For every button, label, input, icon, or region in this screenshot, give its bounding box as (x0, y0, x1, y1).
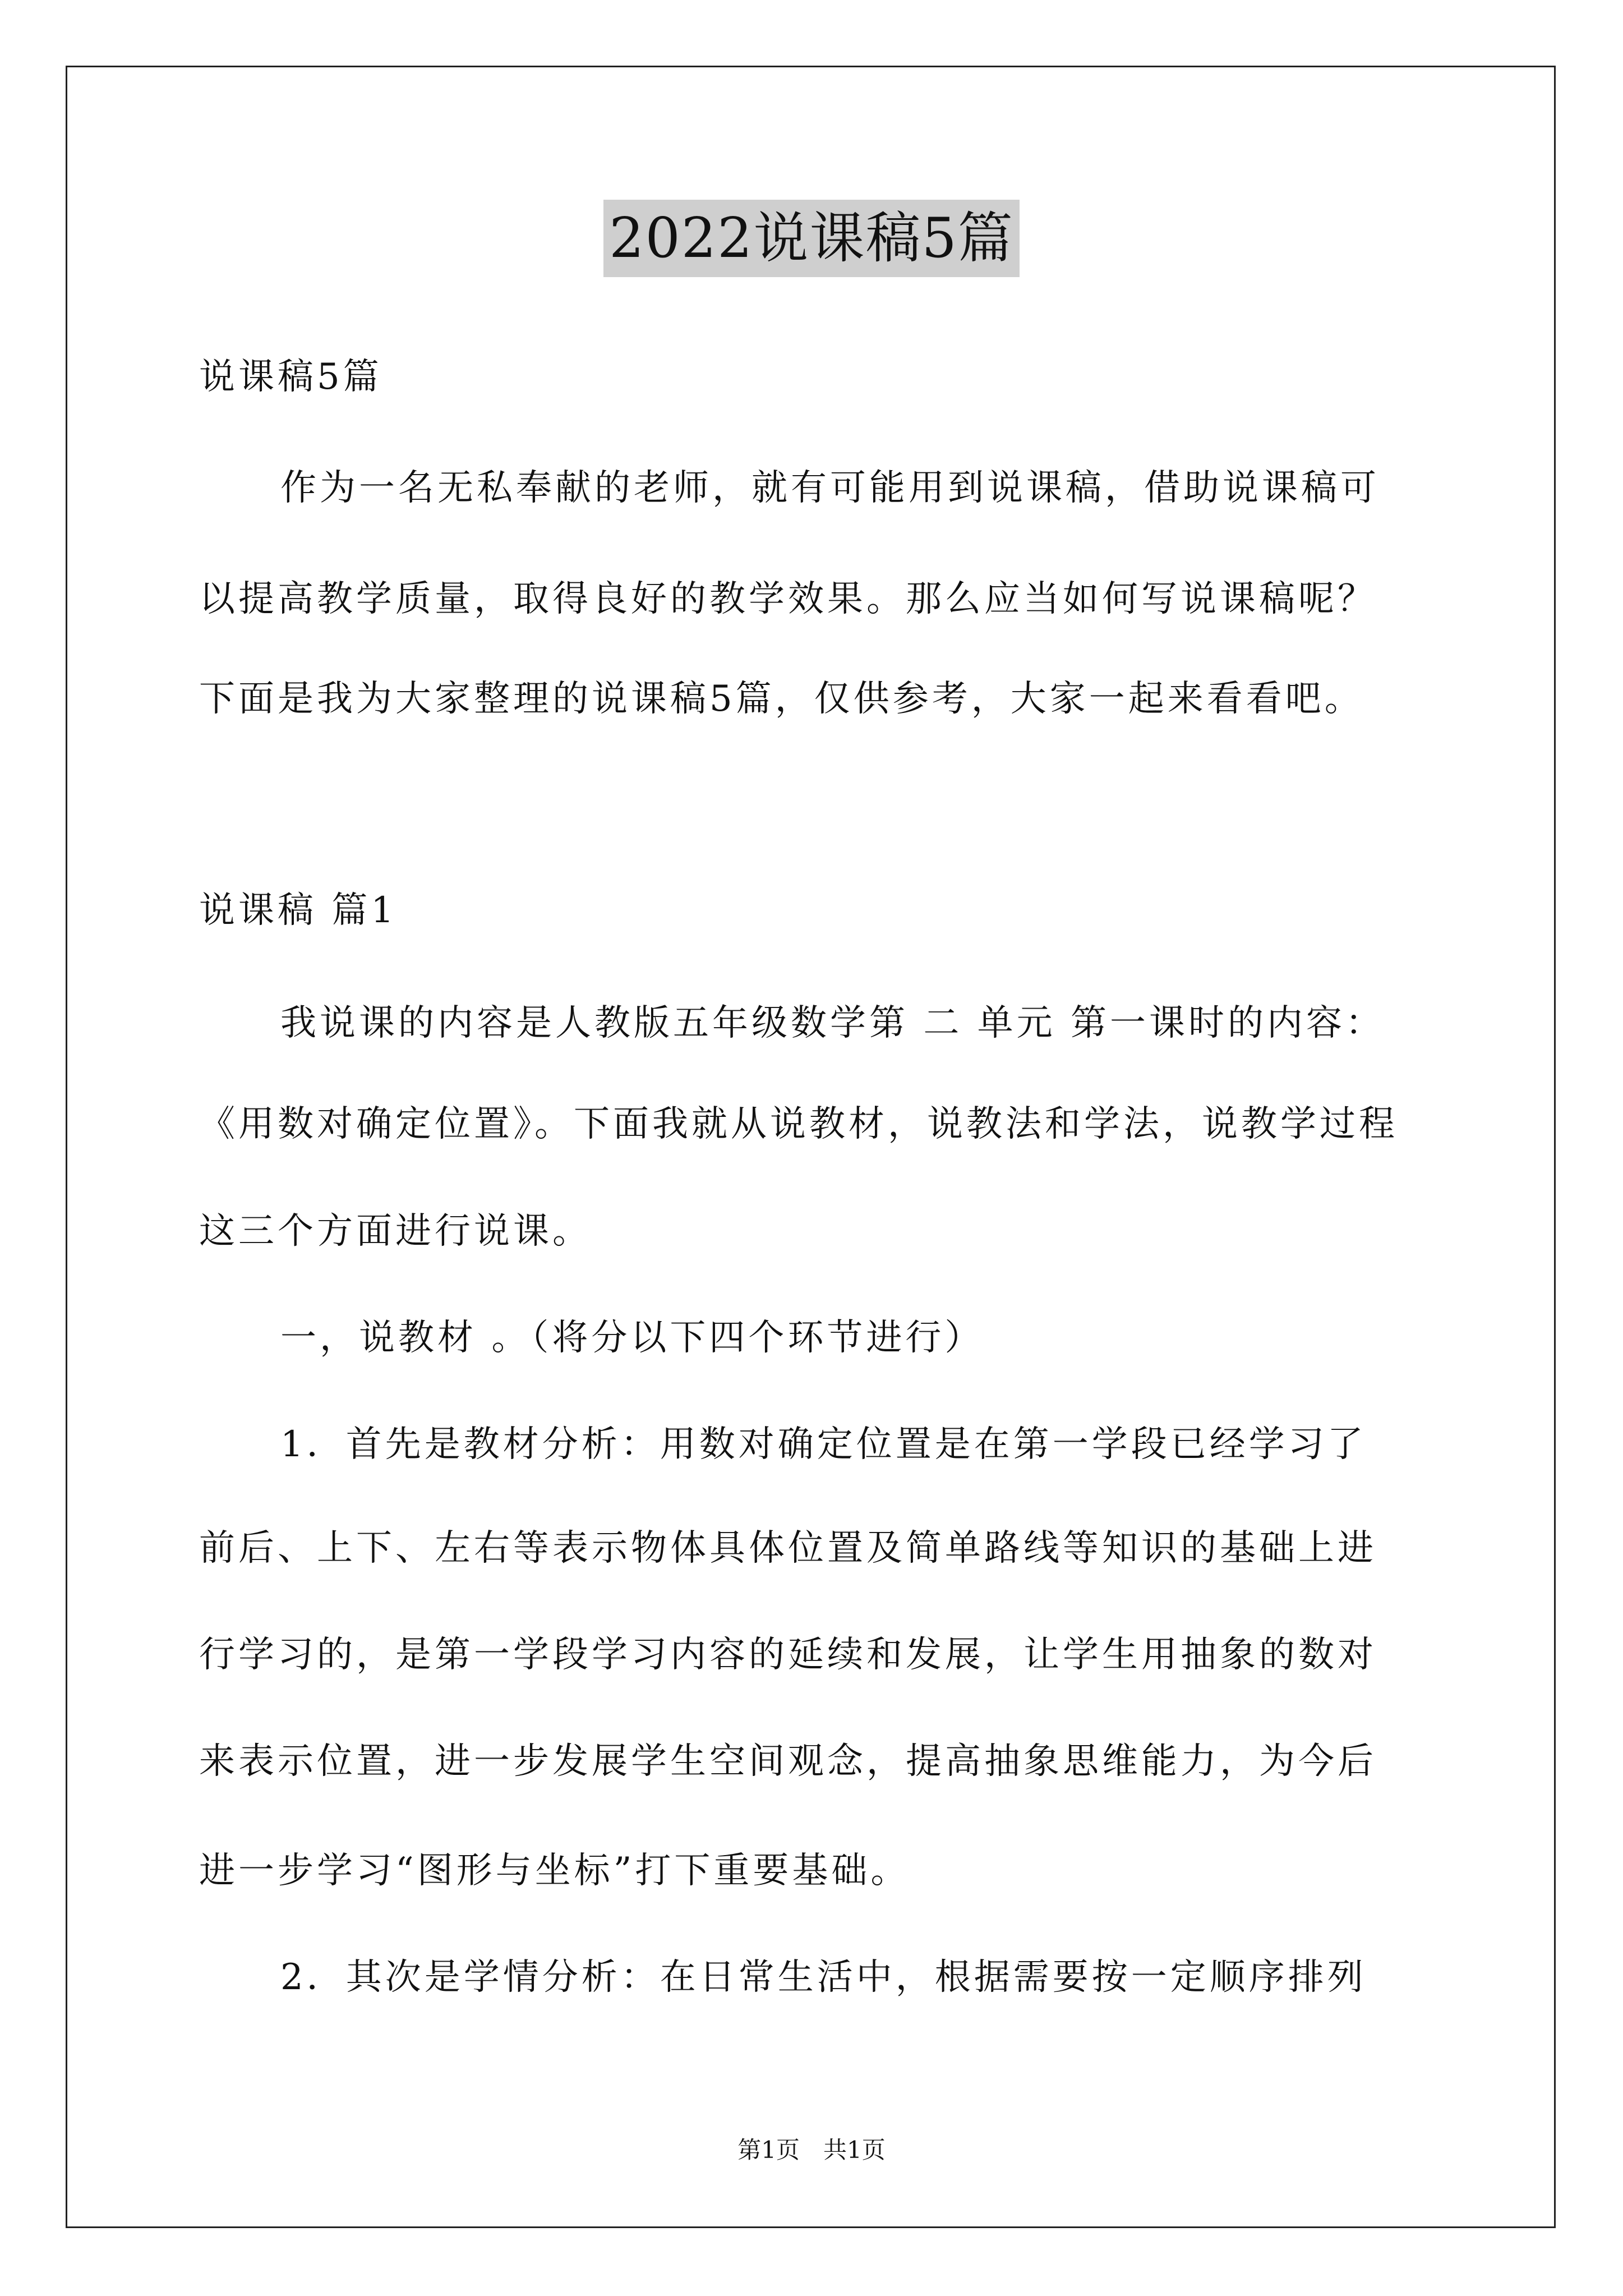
page-footer: 第1页 共1页 (737, 2136, 886, 2164)
para1-line-2: 《用数对确定位置》。下面我就从说教材，说教法和学法，说教学过程 (199, 1103, 1398, 1145)
para3-line-1: 1．首先是教材分析：用数对确定位置是在第一学段已经学习了 (280, 1424, 1367, 1465)
para3-line-2: 前后、上下、左右等表示物体具体位置及简单路线等知识的基础上进 (199, 1527, 1377, 1569)
intro-line-1: 作为一名无私奉献的老师，就有可能用到说课稿，借助说课稿可 (280, 467, 1380, 509)
intro-line-3: 下面是我为大家整理的说课稿5篇，仅供参考，大家一起来看看吧。 (199, 678, 1364, 720)
para3-line-5: 进一步学习“图形与坐标”打下重要基础。 (199, 1850, 910, 1892)
para1-line-3: 这三个方面进行说课。 (199, 1211, 592, 1252)
para2-line: 一，说教材 。（将分以下四个环节进行） (280, 1317, 984, 1359)
intro-line-2: 以提高教学质量，取得良好的教学效果。那么应当如何写说课稿呢？ (199, 578, 1377, 620)
section-heading: 说课稿 篇1 (199, 890, 398, 931)
para3-line-3: 行学习的，是第一学段学习内容的延续和发展，让学生用抽象的数对 (199, 1634, 1377, 1676)
document-title: 2022说课稿5篇 (603, 200, 1020, 277)
title-wrap (0, 200, 1623, 277)
para4-line-1: 2．其次是学情分析：在日常生活中，根据需要按一定顺序排列 (280, 1957, 1367, 1998)
subtitle: 说课稿5篇 (199, 356, 382, 398)
para1-line-1: 我说课的内容是人教版五年级数学第 二 单元 第一课时的内容： (280, 1002, 1385, 1044)
para3-line-4: 来表示位置，进一步发展学生空间观念，提高抽象思维能力，为今后 (199, 1741, 1377, 1782)
